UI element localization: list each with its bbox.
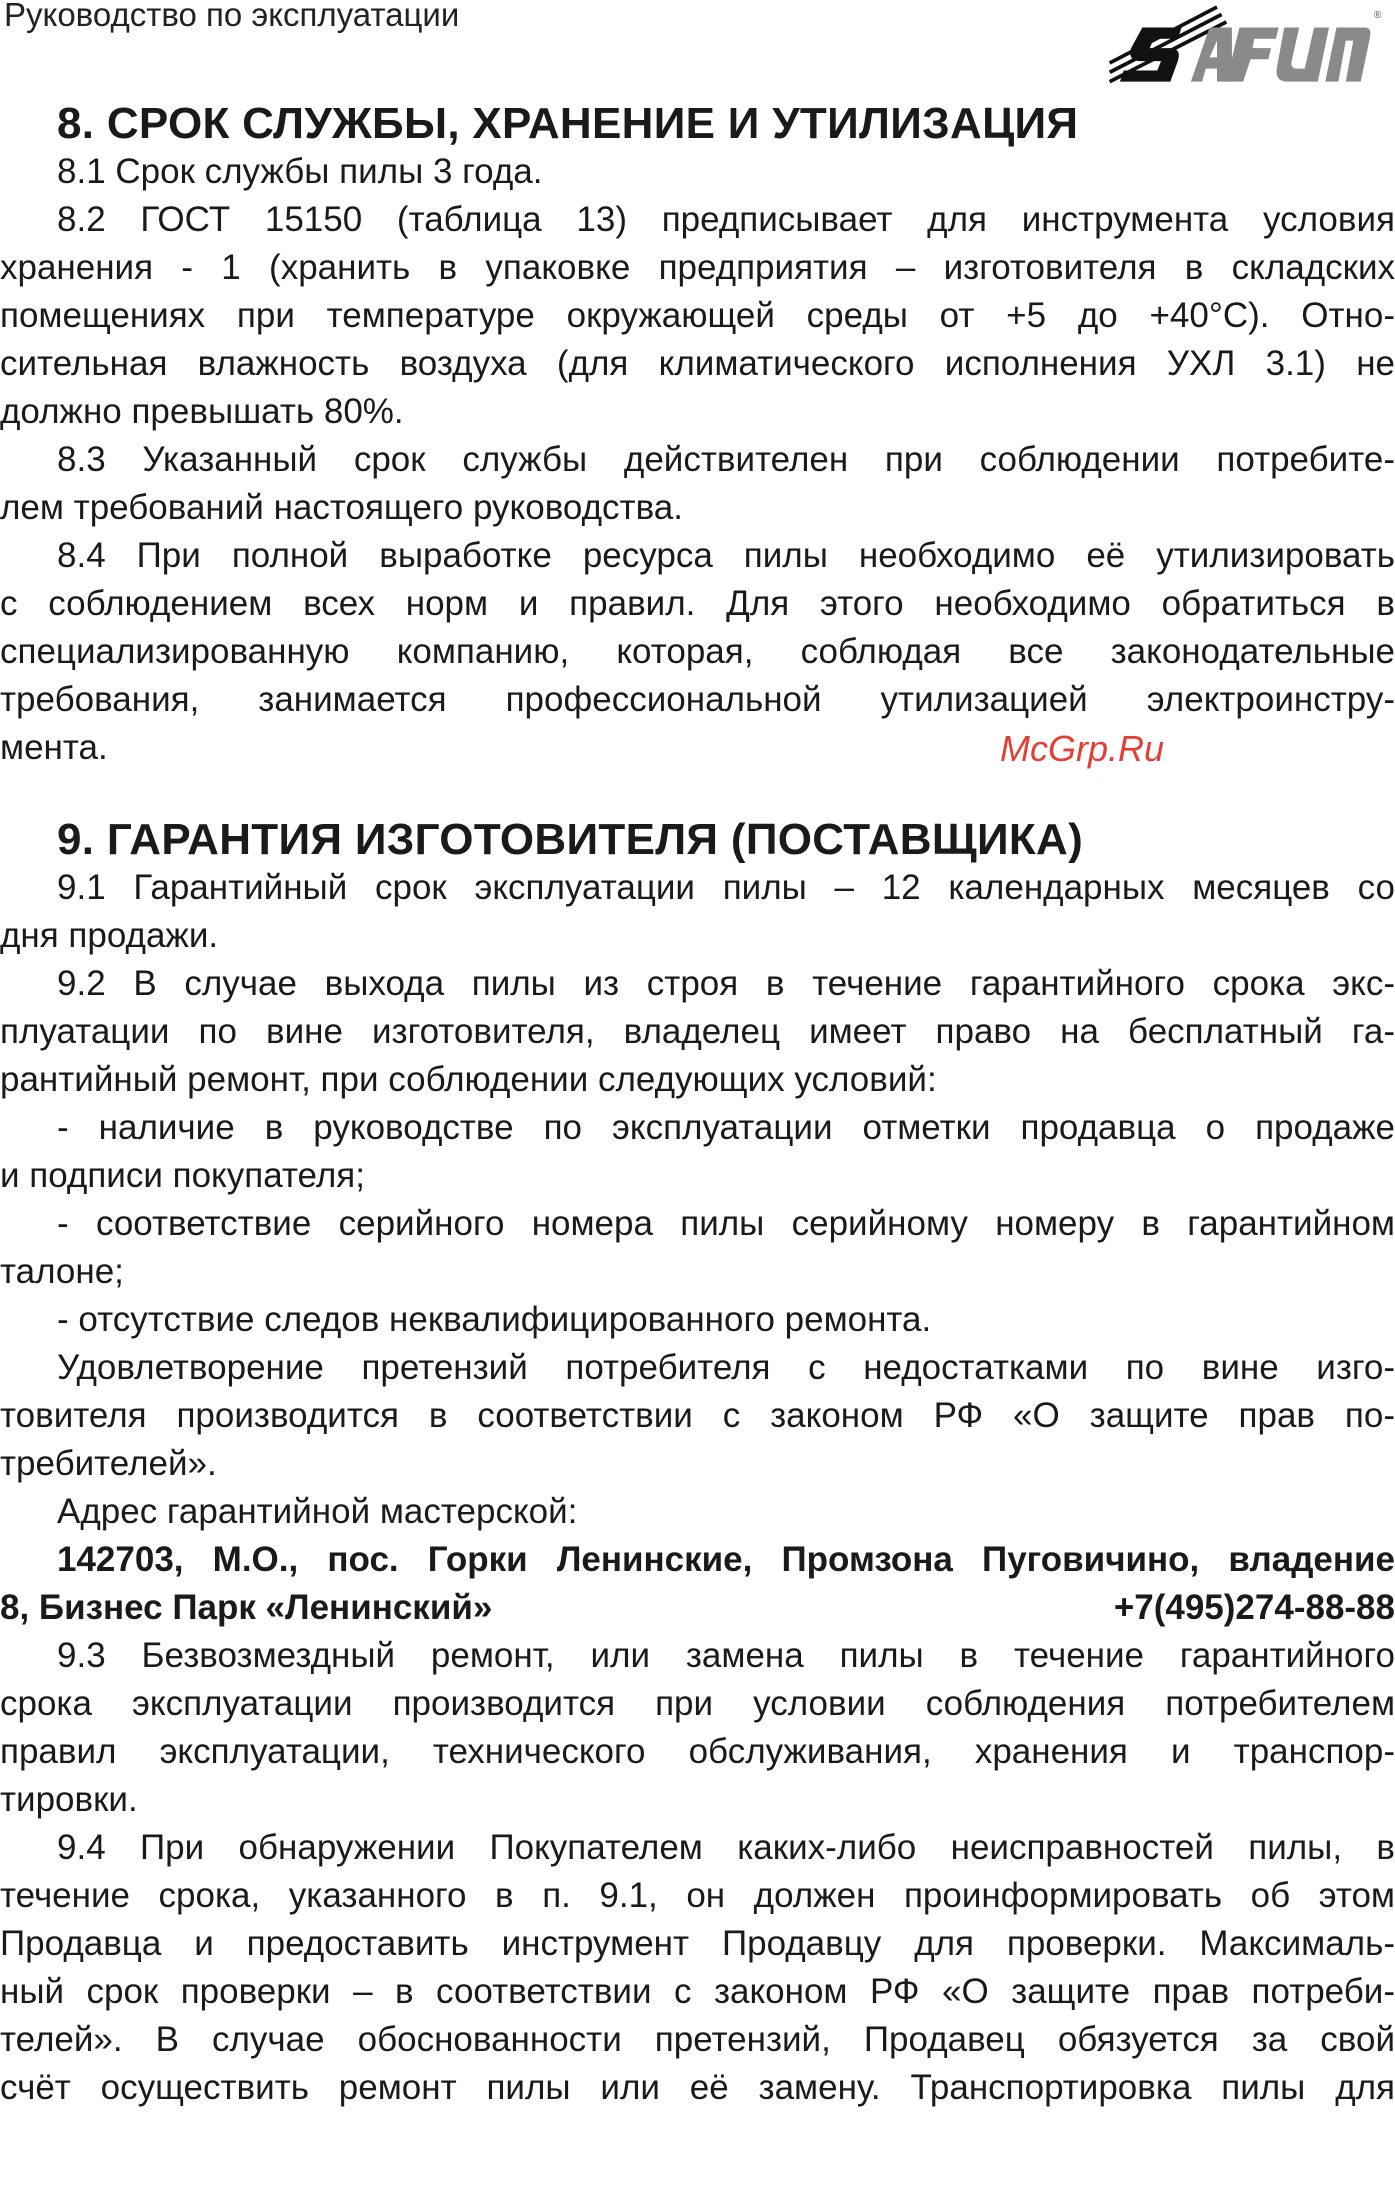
paragraph-line: - соответствие серийного номера пилы серийному номеру в гарантийном bbox=[57, 1204, 1395, 1243]
paragraph-line: 9.4 При обнаружении Покупателем каких-либо неисправностей пилы, в bbox=[57, 1828, 1395, 1867]
paragraph-line: Адрес гарантийной мастерской: bbox=[57, 1492, 578, 1531]
paragraph-line: 142703, М.О., пос. Горки Ленинские, Промзона Пуговичино, владение bbox=[57, 1540, 1395, 1579]
paragraph-line: дня продажи. bbox=[0, 916, 219, 955]
paragraph-line: помещениях при температуре окружающей среды от +5 до +40°С). Отно- bbox=[0, 296, 1395, 335]
paragraph-line: мента. bbox=[0, 728, 108, 767]
paragraph-line: 9.2 В случае выхода пилы из строя в течение гарантийного срока экс- bbox=[57, 964, 1395, 1003]
address-text: 8, Бизнес Парк «Ленинский» bbox=[0, 1588, 493, 1627]
paragraph-line: должно превышать 80%. bbox=[0, 392, 404, 431]
paragraph-line: и подписи покупателя; bbox=[0, 1156, 365, 1195]
paragraph-line: с соблюдением всех норм и правил. Для этого необходимо обратиться в bbox=[0, 584, 1395, 623]
paragraph-line: 8.3 Указанный срок службы действителен при соблюдении потребите- bbox=[57, 440, 1395, 479]
paragraph-line: счёт осуществить ремонт пилы или её замену. Транспортировка пилы для bbox=[0, 2068, 1395, 2107]
registered-mark: ® bbox=[1373, 10, 1382, 22]
paragraph-line: талоне; bbox=[0, 1252, 124, 1291]
running-header: Руководство по эксплуатации bbox=[4, 0, 460, 33]
paragraph-line: 8.1 Срок службы пилы 3 года. bbox=[57, 152, 543, 191]
paragraph-line: 8.2 ГОСТ 15150 (таблица 13) предписывает для инструмента условия bbox=[57, 200, 1395, 239]
paragraph-line: - отсутствие следов неквалифицированного ремонта. bbox=[57, 1300, 932, 1339]
document-body bbox=[0, 100, 1395, 2112]
paragraph-line: хранения - 1 (хранить в упаковке предприятия – изготовителя в складских bbox=[0, 248, 1395, 287]
section-heading: 8. СРОК СЛУЖБЫ, ХРАНЕНИЕ И УТИЛИЗАЦИЯ bbox=[57, 99, 1079, 148]
paragraph-line: тировки. bbox=[0, 1780, 138, 1819]
paragraph-line: ный срок проверки – в соответствии с законом РФ «О защите прав потреби- bbox=[0, 1972, 1395, 2011]
paragraph-line: требования, занимается профессиональной утилизацией электроинстру- bbox=[0, 680, 1395, 719]
paragraph-line: правил эксплуатации, технического обслуживания, хранения и транспор- bbox=[0, 1732, 1395, 1771]
address-line bbox=[0, 1584, 1395, 1632]
paragraph-line: 8.4 При полной выработке ресурса пилы необходимо её утилизировать bbox=[57, 536, 1395, 575]
safun-logo bbox=[1105, 4, 1385, 94]
paragraph-line: 9.3 Безвозмездный ремонт, или замена пилы в течение гарантийного bbox=[57, 1636, 1395, 1675]
paragraph-line: сительная влажность воздуха (для климатического исполнения УХЛ 3.1) не bbox=[0, 344, 1395, 383]
paragraph-line: плуатации по вине изготовителя, владелец имеет право на бесплатный га- bbox=[0, 1012, 1395, 1051]
paragraph-line: требителей». bbox=[0, 1444, 217, 1483]
paragraph-line: срока эксплуатации производится при условии соблюдения потребителем bbox=[0, 1684, 1395, 1723]
paragraph-line: товителя производится в соответствии с законом РФ «О защите прав по- bbox=[0, 1396, 1395, 1435]
paragraph-line: телей». В случае обоснованности претензий, Продавец обязуется за свой bbox=[0, 2020, 1395, 2059]
paragraph-line: специализированную компанию, которая, соблюдая все законодательные bbox=[0, 632, 1395, 671]
paragraph-line: Удовлетворение претензий потребителя с недостатками по вине изго- bbox=[57, 1348, 1395, 1387]
paragraph-line: Продавца и предоставить инструмент Продавцу для проверки. Максималь- bbox=[0, 1924, 1395, 1963]
paragraph-line: лем требований настоящего руководства. bbox=[0, 488, 683, 527]
watermark: McGrp.Ru bbox=[1000, 728, 1165, 769]
section-heading: 9. ГАРАНТИЯ ИЗГОТОВИТЕЛЯ (ПОСТАВЩИКА) bbox=[57, 815, 1084, 864]
paragraph-line: - наличие в руководстве по эксплуатации отметки продавца о продаже bbox=[57, 1108, 1395, 1147]
paragraph-line: рантийный ремонт, при соблюдении следующих условий: bbox=[0, 1060, 937, 1099]
paragraph-line: 9.1 Гарантийный срок эксплуатации пилы – 12 календарных месяцев со bbox=[57, 868, 1395, 907]
paragraph-line: течение срока, указанного в п. 9.1, он должен проинформировать об этом bbox=[0, 1876, 1395, 1915]
phone-number: +7(495)274-88-88 bbox=[1113, 1588, 1395, 1627]
